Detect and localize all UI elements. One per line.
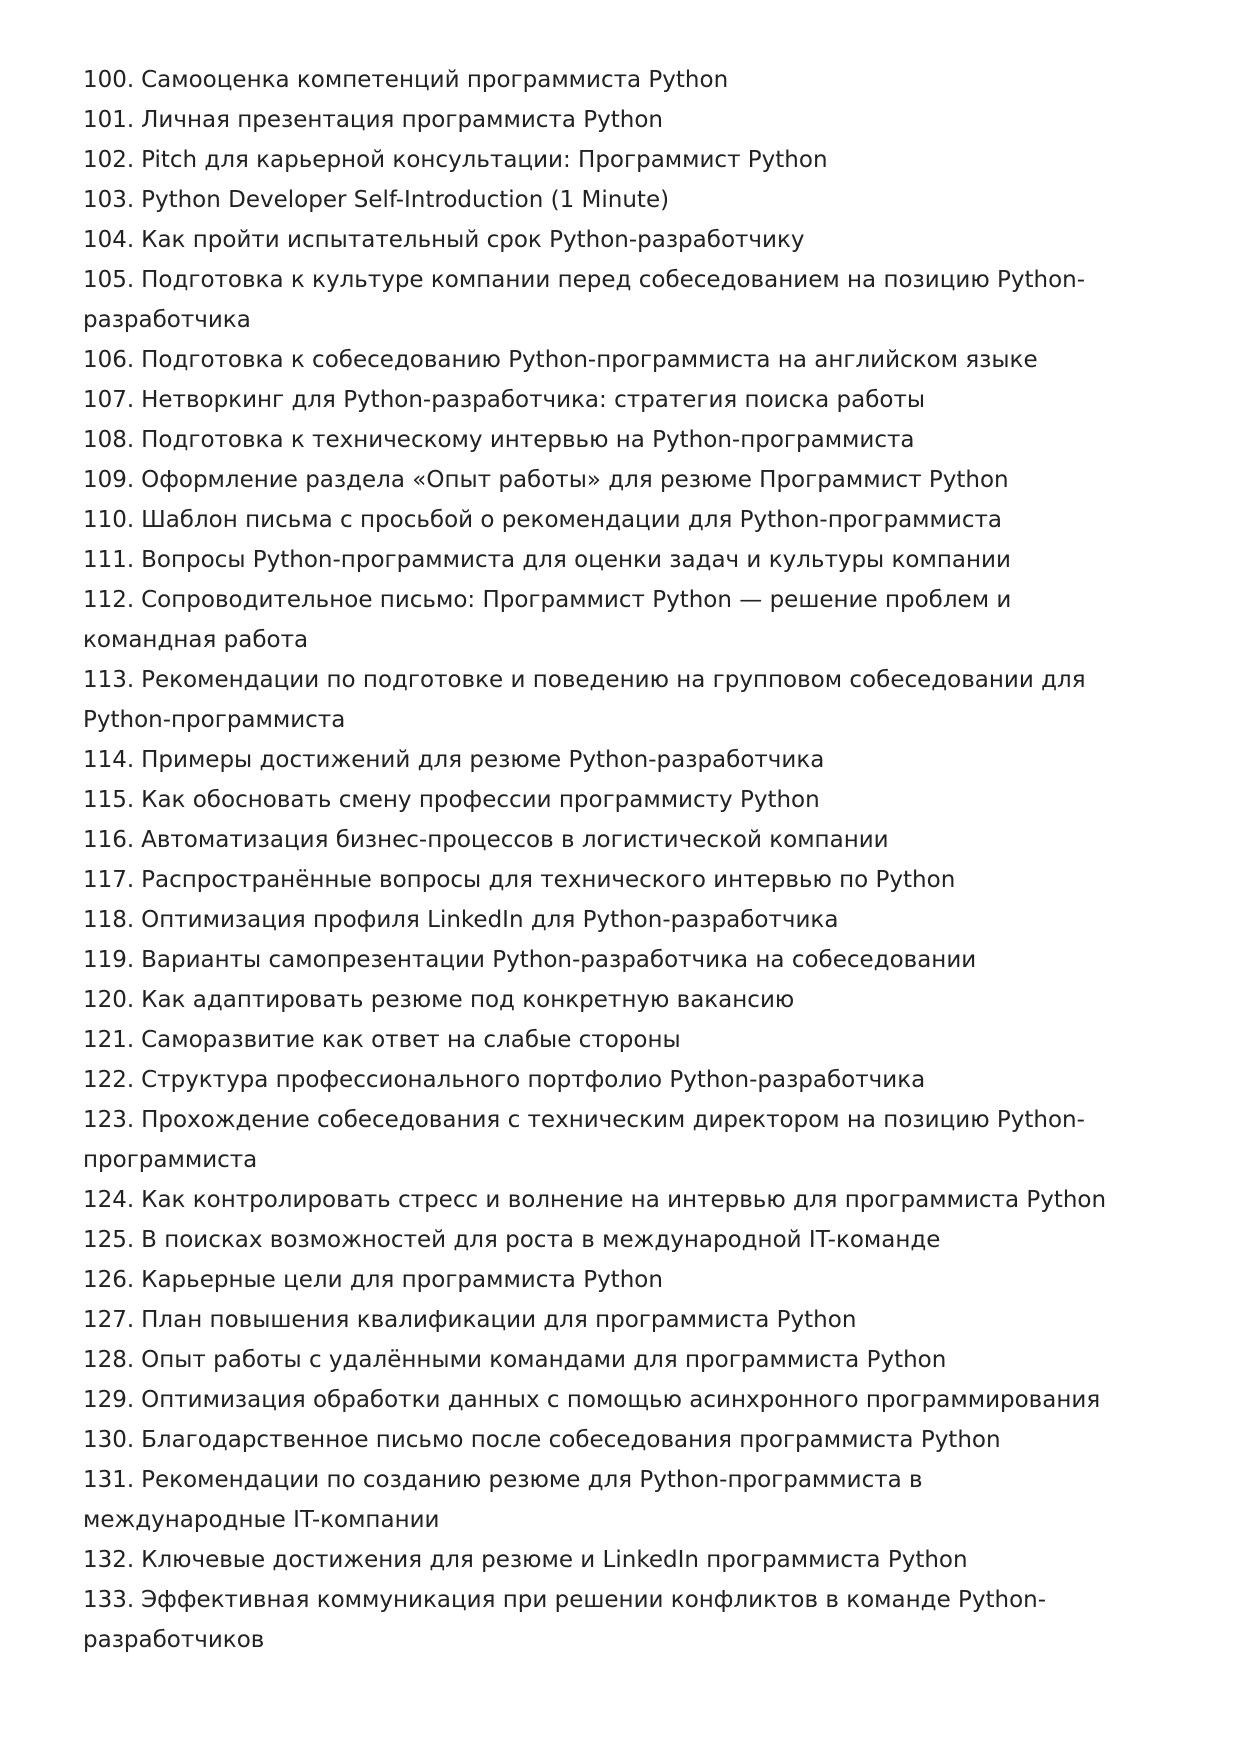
list-item-text: Рекомендации по подготовке и поведению на групповом собеседовании для Python-программиста: [83, 667, 1086, 733]
list-item-number: 128.: [83, 1347, 135, 1373]
list-item-number: 101.: [83, 107, 135, 133]
list-item-text: Опыт работы с удалёнными командами для программиста Python: [141, 1347, 947, 1373]
list-item-number: 105.: [83, 267, 135, 293]
list-item-text: Подготовка к техническому интервью на Python-программиста: [141, 427, 915, 453]
list-item: [83, 220, 1119, 260]
list-item-number: 119.: [83, 947, 135, 973]
list-item-number: 106.: [83, 347, 135, 373]
list-item: [83, 660, 1119, 740]
list-item-number: 104.: [83, 227, 135, 253]
list-item-text: Оптимизация обработки данных с помощью асинхронного программирования: [141, 1387, 1101, 1413]
list-item-text: Как пройти испытательный срок Python-разработчику: [141, 227, 805, 253]
list-item-text: Благодарственное письмо после собеседования программиста Python: [141, 1427, 1001, 1453]
list-item: [83, 340, 1119, 380]
list-item-number: 125.: [83, 1227, 135, 1253]
list-item-number: 132.: [83, 1547, 135, 1573]
list-item-number: 111.: [83, 547, 135, 573]
list-item-text: Pitch для карьерной консультации: Программист Python: [141, 147, 828, 173]
list-item: [83, 140, 1119, 180]
list-item: [83, 1260, 1119, 1300]
list-item: [83, 100, 1119, 140]
list-item-text: Распространённые вопросы для технического интервью по Python: [141, 867, 956, 893]
list-item-number: 118.: [83, 907, 135, 933]
list-item: [83, 60, 1119, 100]
list-item-text: Автоматизация бизнес-процессов в логистической компании: [141, 827, 889, 853]
list-item: [83, 820, 1119, 860]
list-item: [83, 740, 1119, 780]
list-item-text: Сопроводительное письмо: Программист Python — решение проблем и командная работа: [83, 587, 1012, 653]
list-item-number: 121.: [83, 1027, 135, 1053]
list-item: [83, 1020, 1119, 1060]
list-item: [83, 1100, 1119, 1180]
list-item-text: Личная презентация программиста Python: [141, 107, 663, 133]
list-item-number: 110.: [83, 507, 135, 533]
list-item-number: 126.: [83, 1267, 135, 1293]
list-item-number: 102.: [83, 147, 135, 173]
list-item-text: Оптимизация профиля LinkedIn для Python-разработчика: [141, 907, 839, 933]
list-item: [83, 1540, 1119, 1580]
list-item: [83, 1220, 1119, 1260]
list-item-number: 129.: [83, 1387, 135, 1413]
list-item: [83, 180, 1119, 220]
list-item-text: Саморазвитие как ответ на слабые стороны: [141, 1027, 681, 1053]
list-item: [83, 780, 1119, 820]
list-item: [83, 1180, 1119, 1220]
list-item-text: Как адаптировать резюме под конкретную вакансию: [141, 987, 795, 1013]
list-item-text: Структура профессионального портфолио Python-разработчика: [141, 1067, 926, 1093]
list-item: [83, 900, 1119, 940]
list-item-text: Оформление раздела «Опыт работы» для резюме Программист Python: [141, 467, 1009, 493]
list-item-number: 130.: [83, 1427, 135, 1453]
list-item-text: Как контролировать стресс и волнение на интервью для программиста Python: [141, 1187, 1107, 1213]
list-item-text: Python Developer Self-Introduction (1 Minute): [141, 187, 670, 213]
list-item-number: 112.: [83, 587, 135, 613]
list-item-number: 109.: [83, 467, 135, 493]
list-item-text: Карьерные цели для программиста Python: [141, 1267, 663, 1293]
list-item: [83, 1580, 1119, 1660]
list-item-text: Самооценка компетенций программиста Python: [141, 67, 729, 93]
list-item-number: 114.: [83, 747, 135, 773]
list-item: [83, 1340, 1119, 1380]
list-item-number: 107.: [83, 387, 135, 413]
list-item: [83, 420, 1119, 460]
list-item-text: Рекомендации по созданию резюме для Python-программиста в международные IT-компании: [83, 1467, 923, 1533]
list-item: [83, 1300, 1119, 1340]
list-item-number: 120.: [83, 987, 135, 1013]
list-item-text: В поисках возможностей для роста в международной IT-команде: [141, 1227, 941, 1253]
list-item-number: 113.: [83, 667, 135, 693]
list-item: [83, 1380, 1119, 1420]
list-item-number: 123.: [83, 1107, 135, 1133]
numbered-list: [83, 60, 1119, 1660]
list-item-number: 117.: [83, 867, 135, 893]
list-item-number: 115.: [83, 787, 135, 813]
list-item-text: План повышения квалификации для программиста Python: [141, 1307, 857, 1333]
list-item-text: Подготовка к культуре компании перед собеседованием на позицию Python-разработчика: [83, 267, 1086, 333]
list-item-text: Эффективная коммуникация при решении конфликтов в команде Python-разработчиков: [83, 1587, 1047, 1653]
list-item-text: Прохождение собеседования с техническим директором на позицию Python-программиста: [83, 1107, 1085, 1173]
list-item-text: Варианты самопрезентации Python-разработчика на собеседовании: [141, 947, 977, 973]
list-item-number: 103.: [83, 187, 135, 213]
list-item: [83, 1060, 1119, 1100]
list-item: [83, 1420, 1119, 1460]
list-item-number: 124.: [83, 1187, 135, 1213]
list-item-text: Вопросы Python-программиста для оценки задач и культуры компании: [141, 547, 1011, 573]
list-item-number: 100.: [83, 67, 135, 93]
list-item-text: Ключевые достижения для резюме и LinkedIn программиста Python: [141, 1547, 968, 1573]
list-item-text: Нетворкинг для Python-разработчика: стратегия поиска работы: [141, 387, 926, 413]
list-item: [83, 980, 1119, 1020]
list-item: [83, 380, 1119, 420]
list-item-text: Примеры достижений для резюме Python-разработчика: [141, 747, 825, 773]
list-item-text: Как обосновать смену профессии программисту Python: [141, 787, 820, 813]
list-item: [83, 1460, 1119, 1540]
list-item-number: 122.: [83, 1067, 135, 1093]
list-item: [83, 860, 1119, 900]
list-item-number: 116.: [83, 827, 135, 853]
list-item: [83, 460, 1119, 500]
list-item-text: Подготовка к собеседованию Python-программиста на английском языке: [141, 347, 1038, 373]
list-item: [83, 260, 1119, 340]
list-item: [83, 580, 1119, 660]
list-item: [83, 500, 1119, 540]
list-item-text: Шаблон письма с просьбой о рекомендации для Python-программиста: [141, 507, 1002, 533]
list-item-number: 133.: [83, 1587, 135, 1613]
list-item: [83, 940, 1119, 980]
list-item: [83, 540, 1119, 580]
list-item-number: 131.: [83, 1467, 135, 1493]
list-item-number: 127.: [83, 1307, 135, 1333]
list-item-number: 108.: [83, 427, 135, 453]
